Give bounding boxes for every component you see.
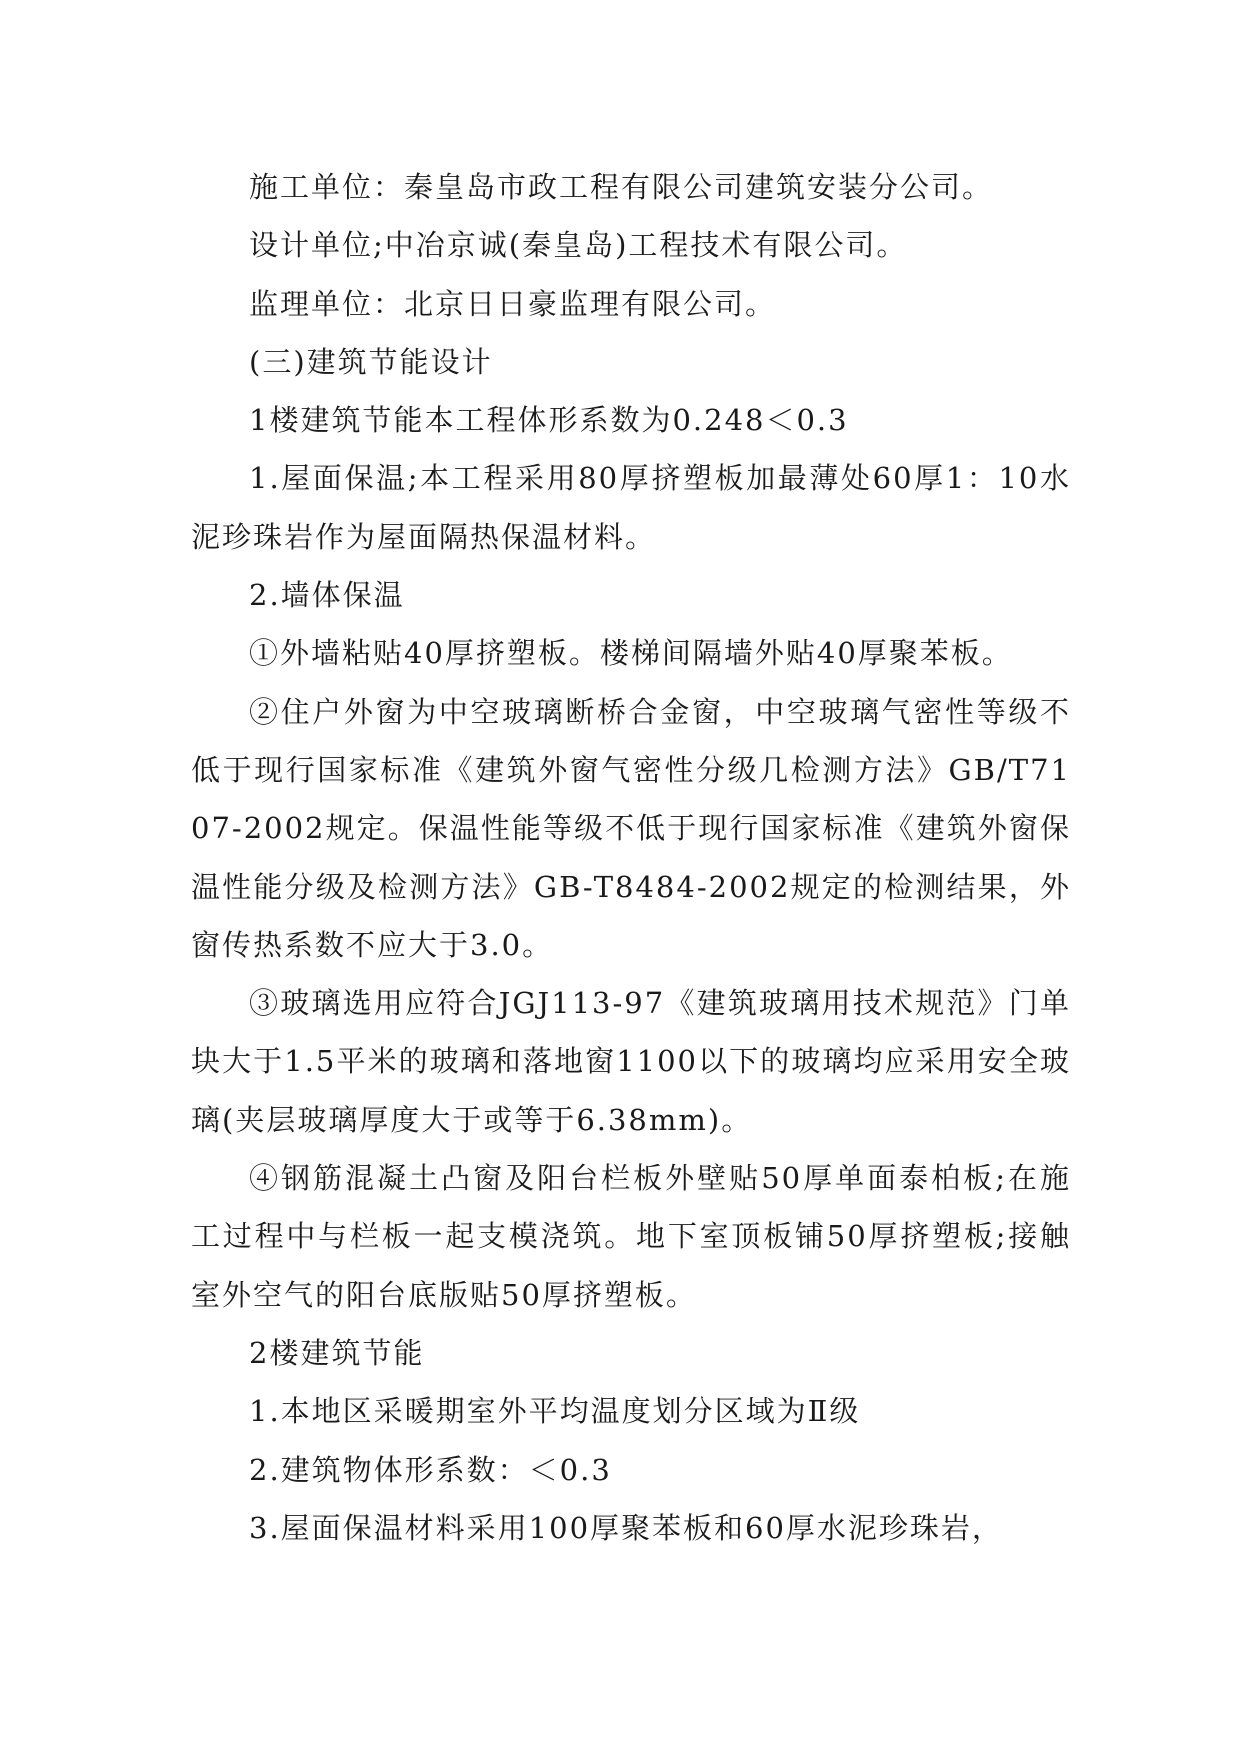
paragraph-building1-shape-coefficient: 1楼建筑节能本工程体形系数为0.248＜0.3 (249, 403, 849, 438)
paragraph-wall-insulation-heading: 2.墙体保温 (249, 578, 405, 613)
paragraph-building2-heading: 2楼建筑节能 (249, 1335, 425, 1370)
paragraph-item-4-bay-window: ④钢筋混凝土凸窗及阳台栏板外壁贴50厚单面泰柏板;在施工过程中与栏板一起支模浇筑。地下室顶板铺50厚挤塑板;接触室外空气的阳台底版贴50厚挤塑板。 (191, 1161, 1071, 1312)
section-heading-energy-saving: (三)建筑节能设计 (249, 344, 493, 379)
paragraph-item-1-exterior-wall: ①外墙粘贴40厚挤塑板。楼梯间隔墙外贴40厚聚苯板。 (249, 636, 1013, 671)
paragraph-item-3-glass: ③玻璃选用应符合JGJ113-97《建筑玻璃用技术规范》门单块大于1.5平米的玻璃和落地窗1100以下的玻璃均应采用安全玻璃(夹层玻璃厚度大于或等于6.38mm)。 (191, 986, 1071, 1137)
paragraph-design-unit: 设计单位;中冶京诚(秦皇岛)工程技术有限公司。 (249, 228, 908, 263)
paragraph-roof-material: 3.屋面保温材料采用100厚聚苯板和60厚水泥珍珠岩， (249, 1510, 1003, 1545)
paragraph-roof-insulation: 1.屋面保温;本工程采用80厚挤塑板加最薄处60厚1：10水泥珍珠岩作为屋面隔热保温材料。 (191, 461, 1071, 554)
paragraph-supervision-unit: 监理单位：北京日日豪监理有限公司。 (249, 286, 777, 321)
paragraph-construction-unit: 施工单位：秦皇岛市政工程有限公司建筑安装分公司。 (249, 170, 994, 204)
paragraph-item-2-windows: ②住户外窗为中空玻璃断桥合金窗，中空玻璃气密性等级不低于现行国家标准《建筑外窗气密性分级几检测方法》GB/T7107-2002规定。保温性能等级不低于现行国家标准《建筑外窗保温性能分级及检测方法》GB-T8484-2002规定的检测结果，外窗传热系数不应大于3.0。 (191, 694, 1071, 962)
document-body (191, 158, 1071, 1557)
paragraph-shape-coefficient: 2.建筑物体形系数：＜0.3 (249, 1452, 612, 1487)
paragraph-heating-zone: 1.本地区采暖期室外平均温度划分区域为Ⅱ级 (249, 1394, 861, 1429)
